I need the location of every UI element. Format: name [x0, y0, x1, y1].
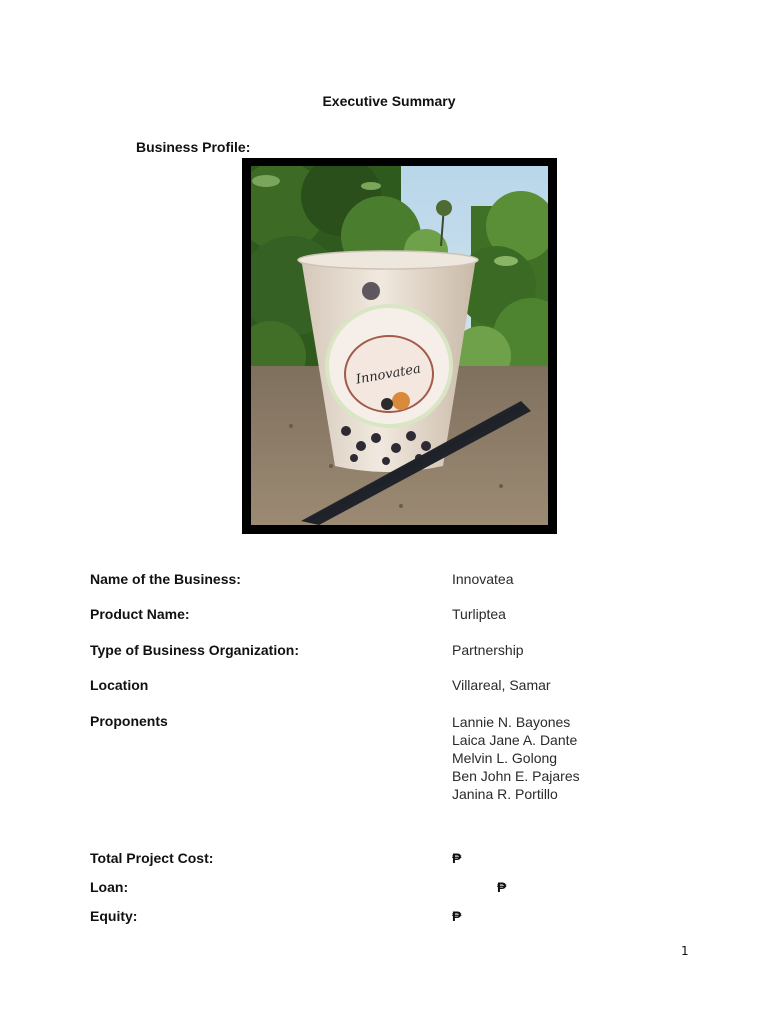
proponent-name: Melvin L. Golong [452, 750, 558, 766]
loan-label: Loan: [90, 879, 129, 895]
business-name-value: Innovatea [452, 571, 514, 587]
page-title: Executive Summary [322, 93, 456, 109]
total-project-cost-label: Total Project Cost: [90, 850, 214, 866]
proponents-label: Proponents [90, 713, 168, 729]
organization-type-value: Partnership [452, 642, 524, 658]
proponent-name: Ben John E. Pajares [452, 768, 580, 784]
organization-type-label: Type of Business Organization: [90, 642, 299, 658]
business-name-label: Name of the Business: [90, 571, 241, 587]
location-value: Villareal, Samar [452, 677, 551, 693]
product-name-value: Turliptea [452, 606, 506, 622]
cup-logo-text: Innovatea [354, 361, 422, 388]
page-number: 1 [681, 944, 689, 958]
proponents-list [452, 713, 580, 803]
product-name-label: Product Name: [90, 606, 190, 622]
proponent-name: Janina R. Portillo [452, 786, 558, 802]
equity-label: Equity: [90, 908, 138, 924]
location-label: Location [90, 677, 149, 693]
section-label-business-profile: Business Profile: [136, 139, 251, 155]
loan-value: ₱ [497, 879, 507, 895]
total-project-cost-value: ₱ [452, 850, 462, 866]
business-photo-frame [242, 158, 557, 534]
proponent-name: Lannie N. Bayones [452, 714, 571, 730]
proponent-name: Laica Jane A. Dante [452, 732, 578, 748]
boba-milk-tea-photo [251, 166, 548, 525]
equity-value: ₱ [452, 908, 462, 924]
